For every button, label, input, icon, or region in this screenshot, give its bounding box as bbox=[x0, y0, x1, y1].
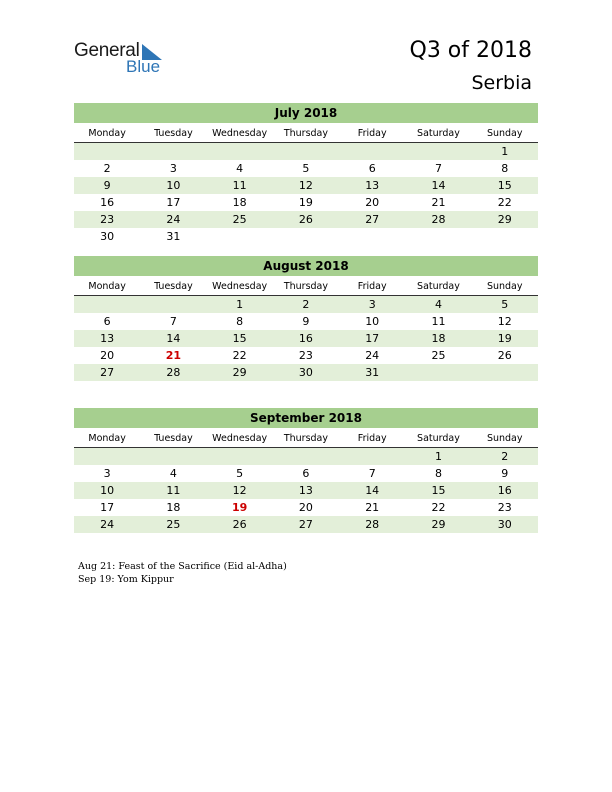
day-cell: 19 bbox=[497, 332, 512, 345]
day-cell: 11 bbox=[232, 179, 247, 192]
day-cell: 25 bbox=[166, 518, 181, 531]
month-calendar bbox=[74, 103, 538, 245]
month-title: July 2018 bbox=[74, 103, 538, 123]
day-cell: 15 bbox=[431, 484, 446, 497]
day-cell bbox=[140, 448, 206, 465]
day-cell: 17 bbox=[365, 332, 380, 345]
week-row bbox=[74, 296, 538, 313]
holiday-note: Sep 19: Yom Kippur bbox=[78, 574, 174, 585]
day-cell: 11 bbox=[431, 315, 446, 328]
day-cell: 28 bbox=[431, 213, 446, 226]
day-cell: 5 bbox=[501, 298, 509, 311]
day-cell bbox=[273, 228, 339, 245]
weekday-header-row bbox=[74, 280, 538, 296]
day-cell: 14 bbox=[365, 484, 380, 497]
day-cell: 12 bbox=[497, 315, 512, 328]
month-calendar bbox=[74, 408, 538, 533]
weekday-label: Monday bbox=[88, 433, 126, 444]
day-cell: 14 bbox=[166, 332, 181, 345]
weekday-label: Saturday bbox=[417, 128, 460, 139]
weekday-label: Monday bbox=[88, 281, 126, 292]
weekday-label: Wednesday bbox=[212, 433, 268, 444]
day-cell: 16 bbox=[100, 196, 115, 209]
day-cell bbox=[472, 364, 538, 381]
day-cell bbox=[140, 296, 206, 313]
day-cell: 18 bbox=[232, 196, 247, 209]
day-cell: 5 bbox=[236, 467, 244, 480]
month-calendar bbox=[74, 256, 538, 381]
week-row bbox=[74, 516, 538, 533]
day-cell: 25 bbox=[431, 349, 446, 362]
logo bbox=[74, 40, 161, 76]
day-cell: 23 bbox=[497, 501, 512, 514]
day-cell: 26 bbox=[298, 213, 313, 226]
weekday-label: Tuesday bbox=[154, 433, 193, 444]
day-cell: 6 bbox=[368, 162, 376, 175]
day-cell: 9 bbox=[501, 467, 509, 480]
week-row bbox=[74, 194, 538, 211]
day-cell bbox=[207, 143, 273, 160]
weekday-label: Saturday bbox=[417, 281, 460, 292]
weekday-label: Saturday bbox=[417, 433, 460, 444]
logo-blue-text: Blue bbox=[126, 57, 161, 76]
day-cell: 1 bbox=[501, 145, 509, 158]
day-cell: 5 bbox=[302, 162, 310, 175]
day-cell bbox=[405, 143, 471, 160]
week-row bbox=[74, 465, 538, 482]
day-cell: 13 bbox=[298, 484, 313, 497]
day-cell: 13 bbox=[100, 332, 115, 345]
day-cell: 9 bbox=[302, 315, 310, 328]
day-cell: 26 bbox=[497, 349, 512, 362]
day-cell: 30 bbox=[298, 366, 313, 379]
day-cell: 18 bbox=[431, 332, 446, 345]
day-cell: 27 bbox=[298, 518, 313, 531]
day-cell: 24 bbox=[166, 213, 181, 226]
day-cell: 24 bbox=[100, 518, 115, 531]
week-row bbox=[74, 177, 538, 194]
weekday-header-row bbox=[74, 127, 538, 143]
weekday-label: Tuesday bbox=[154, 281, 193, 292]
day-cell bbox=[472, 228, 538, 245]
day-cell: 29 bbox=[431, 518, 446, 531]
day-cell: 4 bbox=[236, 162, 244, 175]
country-name: Serbia bbox=[471, 72, 532, 94]
weekday-label: Wednesday bbox=[212, 128, 268, 139]
day-cell: 20 bbox=[298, 501, 313, 514]
day-cell: 17 bbox=[100, 501, 115, 514]
week-row bbox=[74, 448, 538, 465]
weekday-label: Friday bbox=[357, 128, 387, 139]
day-cell: 22 bbox=[232, 349, 247, 362]
day-cell: 10 bbox=[100, 484, 115, 497]
day-cell: 20 bbox=[365, 196, 380, 209]
weekday-label: Friday bbox=[357, 433, 387, 444]
day-cell: 18 bbox=[166, 501, 181, 514]
day-cell: 3 bbox=[103, 467, 111, 480]
day-cell bbox=[405, 364, 471, 381]
day-cell: 26 bbox=[232, 518, 247, 531]
day-cell: 28 bbox=[365, 518, 380, 531]
day-cell: 25 bbox=[232, 213, 247, 226]
day-cell: 7 bbox=[434, 162, 442, 175]
day-cell: 23 bbox=[298, 349, 313, 362]
day-cell: 12 bbox=[298, 179, 313, 192]
day-cell: 9 bbox=[103, 179, 111, 192]
day-cell: 1 bbox=[434, 450, 442, 463]
day-cell bbox=[207, 448, 273, 465]
weekday-label: Monday bbox=[88, 128, 126, 139]
day-cell: 17 bbox=[166, 196, 181, 209]
day-cell bbox=[339, 143, 405, 160]
day-cell: 27 bbox=[365, 213, 380, 226]
holiday-day-cell: 21 bbox=[165, 349, 182, 362]
day-cell: 6 bbox=[302, 467, 310, 480]
day-cell: 15 bbox=[232, 332, 247, 345]
day-cell bbox=[74, 143, 140, 160]
day-cell: 1 bbox=[236, 298, 244, 311]
day-cell: 20 bbox=[100, 349, 115, 362]
holiday-day-cell: 19 bbox=[232, 501, 248, 514]
day-cell: 15 bbox=[497, 179, 512, 192]
day-cell bbox=[273, 143, 339, 160]
week-row bbox=[74, 330, 538, 347]
day-cell: 4 bbox=[169, 467, 177, 480]
weekday-label: Tuesday bbox=[154, 128, 193, 139]
week-row bbox=[74, 499, 538, 516]
holiday-notes bbox=[78, 560, 287, 586]
day-cell: 21 bbox=[365, 501, 380, 514]
day-cell bbox=[273, 448, 339, 465]
day-cell: 19 bbox=[298, 196, 313, 209]
weekday-label: Thursday bbox=[283, 433, 329, 444]
week-row bbox=[74, 211, 538, 228]
day-cell: 29 bbox=[232, 366, 247, 379]
day-cell: 27 bbox=[100, 366, 115, 379]
day-cell: 22 bbox=[431, 501, 446, 514]
day-cell: 8 bbox=[501, 162, 509, 175]
weekday-label: Sunday bbox=[486, 281, 523, 292]
day-cell: 10 bbox=[365, 315, 380, 328]
day-cell bbox=[405, 228, 471, 245]
holiday-note: Aug 21: Feast of the Sacrifice (Eid al-Adha) bbox=[78, 561, 287, 572]
day-cell bbox=[207, 228, 273, 245]
day-cell: 31 bbox=[166, 230, 181, 243]
day-cell: 29 bbox=[497, 213, 512, 226]
week-row bbox=[74, 143, 538, 160]
day-cell: 24 bbox=[365, 349, 380, 362]
day-cell: 12 bbox=[232, 484, 247, 497]
day-cell: 30 bbox=[497, 518, 512, 531]
week-row bbox=[74, 313, 538, 330]
day-cell: 16 bbox=[497, 484, 512, 497]
day-cell: 2 bbox=[302, 298, 310, 311]
day-cell bbox=[74, 448, 140, 465]
week-row bbox=[74, 482, 538, 499]
day-cell: 28 bbox=[166, 366, 181, 379]
weekday-label: Sunday bbox=[486, 433, 523, 444]
weekday-label: Sunday bbox=[486, 128, 523, 139]
day-cell: 14 bbox=[431, 179, 446, 192]
day-cell: 8 bbox=[434, 467, 442, 480]
day-cell: 30 bbox=[100, 230, 115, 243]
week-row bbox=[74, 160, 538, 177]
day-cell bbox=[339, 448, 405, 465]
logo-general-text: General bbox=[74, 40, 140, 61]
day-cell: 23 bbox=[100, 213, 115, 226]
week-row bbox=[74, 347, 538, 364]
day-cell: 31 bbox=[365, 366, 380, 379]
day-cell bbox=[339, 228, 405, 245]
month-title: September 2018 bbox=[74, 408, 538, 428]
day-cell bbox=[74, 296, 140, 313]
day-cell: 4 bbox=[434, 298, 442, 311]
day-cell: 13 bbox=[365, 179, 380, 192]
day-cell: 2 bbox=[103, 162, 111, 175]
day-cell: 21 bbox=[431, 196, 446, 209]
weekday-header-row bbox=[74, 432, 538, 448]
day-cell bbox=[140, 143, 206, 160]
day-cell: 11 bbox=[166, 484, 181, 497]
week-row bbox=[74, 364, 538, 381]
weekday-label: Thursday bbox=[283, 128, 329, 139]
weekday-label: Friday bbox=[357, 281, 387, 292]
week-row bbox=[74, 228, 538, 245]
weekday-label: Thursday bbox=[283, 281, 329, 292]
weekday-label: Wednesday bbox=[212, 281, 268, 292]
day-cell: 16 bbox=[298, 332, 313, 345]
day-cell: 10 bbox=[166, 179, 181, 192]
day-cell: 3 bbox=[368, 298, 376, 311]
day-cell: 7 bbox=[169, 315, 177, 328]
day-cell: 8 bbox=[236, 315, 244, 328]
month-title: August 2018 bbox=[74, 256, 538, 276]
day-cell: 2 bbox=[501, 450, 509, 463]
day-cell: 7 bbox=[368, 467, 376, 480]
day-cell: 3 bbox=[169, 162, 177, 175]
day-cell: 6 bbox=[103, 315, 111, 328]
day-cell: 22 bbox=[497, 196, 512, 209]
page-title: Q3 of 2018 bbox=[409, 38, 532, 63]
